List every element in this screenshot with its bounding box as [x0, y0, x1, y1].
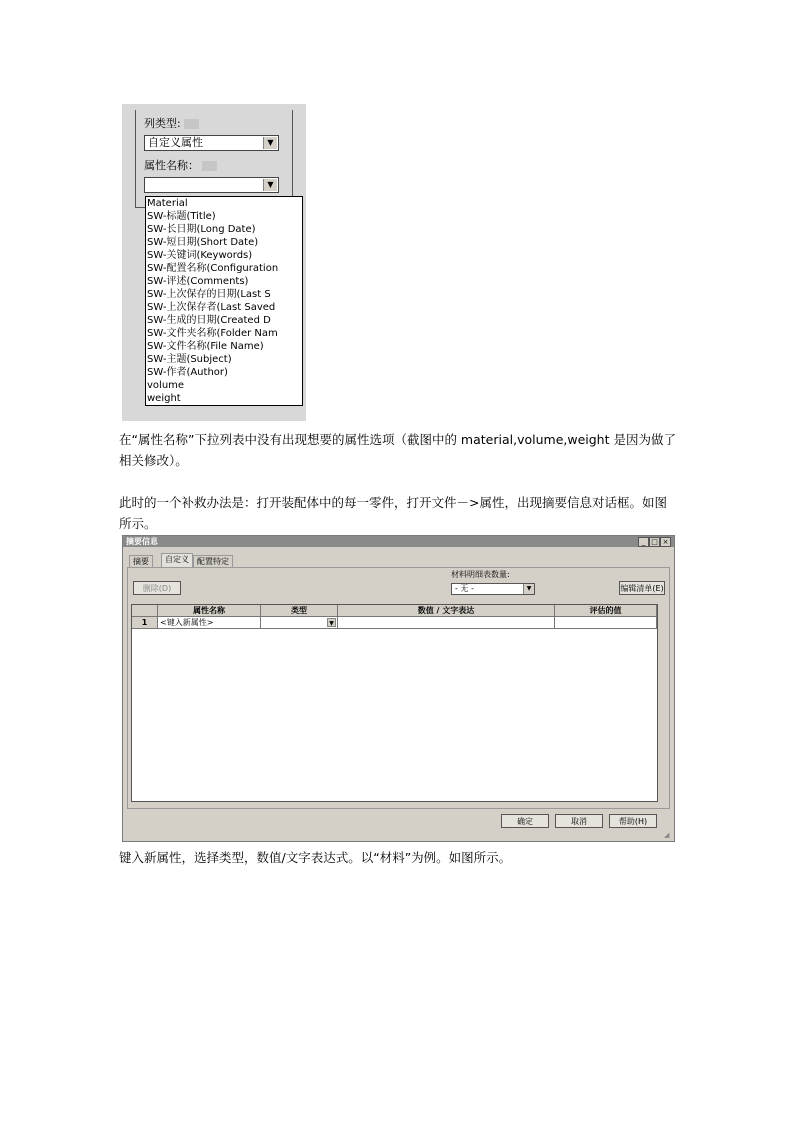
- minimize-icon[interactable]: _: [638, 537, 649, 547]
- column-header-type[interactable]: 类型: [261, 605, 338, 617]
- tab-custom[interactable]: 自定义: [161, 553, 193, 568]
- dropdown-option[interactable]: SW-标题(Title): [147, 211, 216, 222]
- paragraph-missing-property: 在“属性名称”下拉列表中没有出现想要的属性选项（截图中的 material,volume,weight 是因为做了相关修改）。: [119, 432, 676, 468]
- tab-configuration-specific[interactable]: 配置特定: [193, 555, 233, 568]
- dialog-title: 摘要信息: [123, 536, 674, 547]
- dropdown-option[interactable]: SW-文件夹名称(Folder Nam: [147, 328, 278, 339]
- paragraph-workaround: 此时的一个补救办法是：打开装配体中的每一零件，打开文件－>属性，出现摘要信息对话框。如图所示。: [119, 495, 667, 531]
- bom-quantity-select[interactable]: - 无 - ▼: [451, 583, 535, 595]
- chevron-down-icon[interactable]: ▼: [263, 179, 277, 191]
- dropdown-option[interactable]: SW-评述(Comments): [147, 276, 249, 287]
- grid-header: [132, 605, 657, 617]
- column-header-index: [132, 605, 158, 617]
- property-name-cell[interactable]: <键入新属性>: [158, 617, 261, 629]
- property-name-dropdown-list: [145, 196, 303, 406]
- help-button[interactable]: 帮助(H): [609, 814, 657, 828]
- tab-summary[interactable]: 摘要: [129, 555, 153, 568]
- dropdown-option[interactable]: SW-关键词(Keywords): [147, 250, 253, 261]
- chevron-down-icon[interactable]: ▼: [327, 618, 336, 627]
- property-name-select[interactable]: [144, 177, 279, 193]
- evaluated-value-cell: [555, 617, 657, 629]
- custom-properties-grid: [131, 604, 658, 802]
- column-type-label: 列类型:: [144, 115, 199, 131]
- dropdown-option[interactable]: SW-生成的日期(Created D: [147, 315, 271, 326]
- summary-info-dialog: [122, 535, 675, 842]
- column-header-value-expression[interactable]: 数值 / 文字表达: [338, 605, 555, 617]
- dropdown-option[interactable]: SW-作者(Author): [147, 367, 228, 378]
- close-icon[interactable]: ×: [660, 537, 671, 547]
- property-name-label: 属性名称：: [144, 157, 217, 173]
- property-column-panel-screenshot: [122, 104, 306, 421]
- paragraph-enter-property: 键入新属性，选择类型，数值/文字表达式。以“材料”为例。如图所示。: [119, 850, 512, 865]
- dropdown-option[interactable]: Material: [147, 198, 188, 209]
- dropdown-option[interactable]: SW-上次保存者(Last Saved: [147, 302, 276, 313]
- column-header-evaluated-value[interactable]: 评估的值: [555, 605, 657, 617]
- bom-quantity-label: 材料明细表数量:: [451, 570, 510, 579]
- dropdown-option[interactable]: SW-上次保存的日期(Last S: [147, 289, 271, 300]
- table-row: [132, 617, 657, 629]
- type-cell[interactable]: [261, 617, 338, 629]
- ok-button[interactable]: 确定: [501, 814, 549, 828]
- resize-grip-icon[interactable]: ◢: [664, 831, 670, 839]
- column-type-select[interactable]: 自定义属性 ▼: [144, 135, 279, 151]
- dropdown-option[interactable]: SW-配置名称(Configuration: [147, 263, 279, 274]
- column-header-property-name[interactable]: 属性名称: [158, 605, 261, 617]
- dropdown-option[interactable]: SW-主题(Subject): [147, 354, 232, 365]
- dropdown-option[interactable]: SW-文件名称(File Name): [147, 341, 264, 352]
- dropdown-option[interactable]: SW-短日期(Short Date): [147, 237, 259, 248]
- cancel-button[interactable]: 取消: [555, 814, 603, 828]
- dropdown-option[interactable]: volume: [147, 380, 185, 391]
- chevron-down-icon[interactable]: ▼: [263, 137, 277, 149]
- row-number: 1: [132, 617, 158, 629]
- dropdown-option[interactable]: weight: [147, 393, 181, 404]
- value-expression-cell[interactable]: [338, 617, 555, 629]
- chevron-down-icon[interactable]: ▼: [523, 584, 534, 594]
- edit-list-button[interactable]: 编辑清单(E): [619, 581, 665, 595]
- maximize-icon[interactable]: □: [649, 537, 660, 547]
- delete-button[interactable]: 删除(D): [133, 581, 181, 595]
- dropdown-option[interactable]: SW-长日期(Long Date): [147, 224, 256, 235]
